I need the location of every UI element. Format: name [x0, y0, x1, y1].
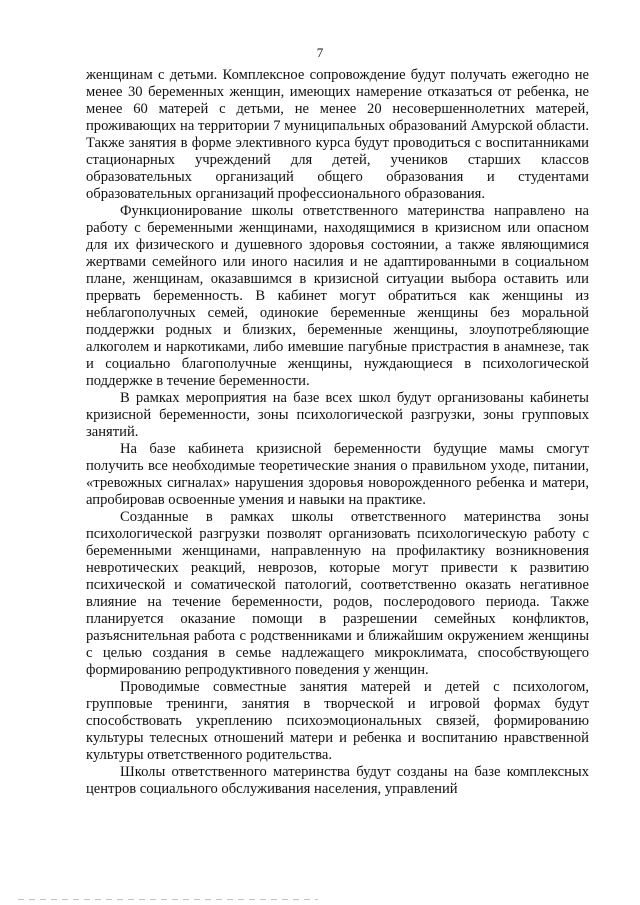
- paragraph-continuation: женщинам с детьми. Комплексное сопровождение будут получать ежегодно не менее 30 беременных женщин, имеющих намерение отказаться от ребенка, не менее 60 матерей с детьми, не менее 20 несовершеннолетних матерей, проживающих на территории 7 муниципальных образований Амурской области. Также занятия в форме элективного курса будут проводиться с воспитанниками стационарных учреждений для детей, учеников старших классов образовательных организаций общего образования и студентами образовательных организаций профессионального образования.: [86, 67, 589, 202]
- document-body: [86, 67, 589, 798]
- paragraph-psychological-relief: Созданные в рамках школы ответственного материнства зоны психологической разгрузки позволят организовать психологическую работу с беременными женщинами, направленную на профилактику возникновения невротических реакций, неврозов, которые могут привести к развитию психической и соматической патологий, соответственно оказать негативное влияние на течение беременности, родов, послеродового периода. Также планируется оказание помощи в разрешении семейных конфликтов, разъяснительная работа с родственниками и ближайшим окружением женщины с целью создания в семье надлежащего микроклимата, способствующего формированию репродуктивного поведения у женщин.: [86, 509, 589, 678]
- paragraph-school-function: Функционирование школы ответственного материнства направлено на работу с беременными женщинами, находящимися в кризисном или опасном для их физического и душевного здоровья состоянии, а также являющимися жертвами семейного или иного насилия и не адаптированными в социальном плане, женщинам, оказавшимся в кризисной ситуации выбора оставить или прервать беременность. В кабинет могут обратиться как женщины из неблагополучных семей, одинокие беременные женщины без моральной поддержки родных и близких, беременные женщины, злоупотребляющие алкоголем и наркотиками, либо имевшие пагубные пристрастия в анамнезе, так и социально благополучные женщины, нуждающиеся в психологической поддержке в течение беременности.: [86, 203, 589, 389]
- paragraph-crisis-room-knowledge: На базе кабинета кризисной беременности будущие мамы смогут получить все необходимые теоретические знания о правильном уходе, питании, «тревожных сигналах» нарушения здоровья новорожденного ребенка и матери, апробировав освоенные умения и навыки на практике.: [86, 441, 589, 508]
- scan-edge-rule: [18, 899, 318, 900]
- page-number: 7: [316, 45, 324, 60]
- paragraph-schools-created: Школы ответственного материнства будут созданы на базе комплексных центров социального обслуживания населения, управлений: [86, 764, 589, 797]
- paragraph-crisis-rooms: В рамках мероприятия на базе всех школ будут организованы кабинеты кризисной беременности, зоны психологической разгрузки, зоны групповых занятий.: [86, 390, 589, 440]
- paragraph-joint-sessions: Проводимые совместные занятия матерей и детей с психологом, групповые тренинги, занятия в творческой и игровой формах будут способствовать укреплению психоэмоциональных связей, формированию культуры телесных отношений матери и ребенка и воспитанию нравственной культуры ответственного родительства.: [86, 679, 589, 763]
